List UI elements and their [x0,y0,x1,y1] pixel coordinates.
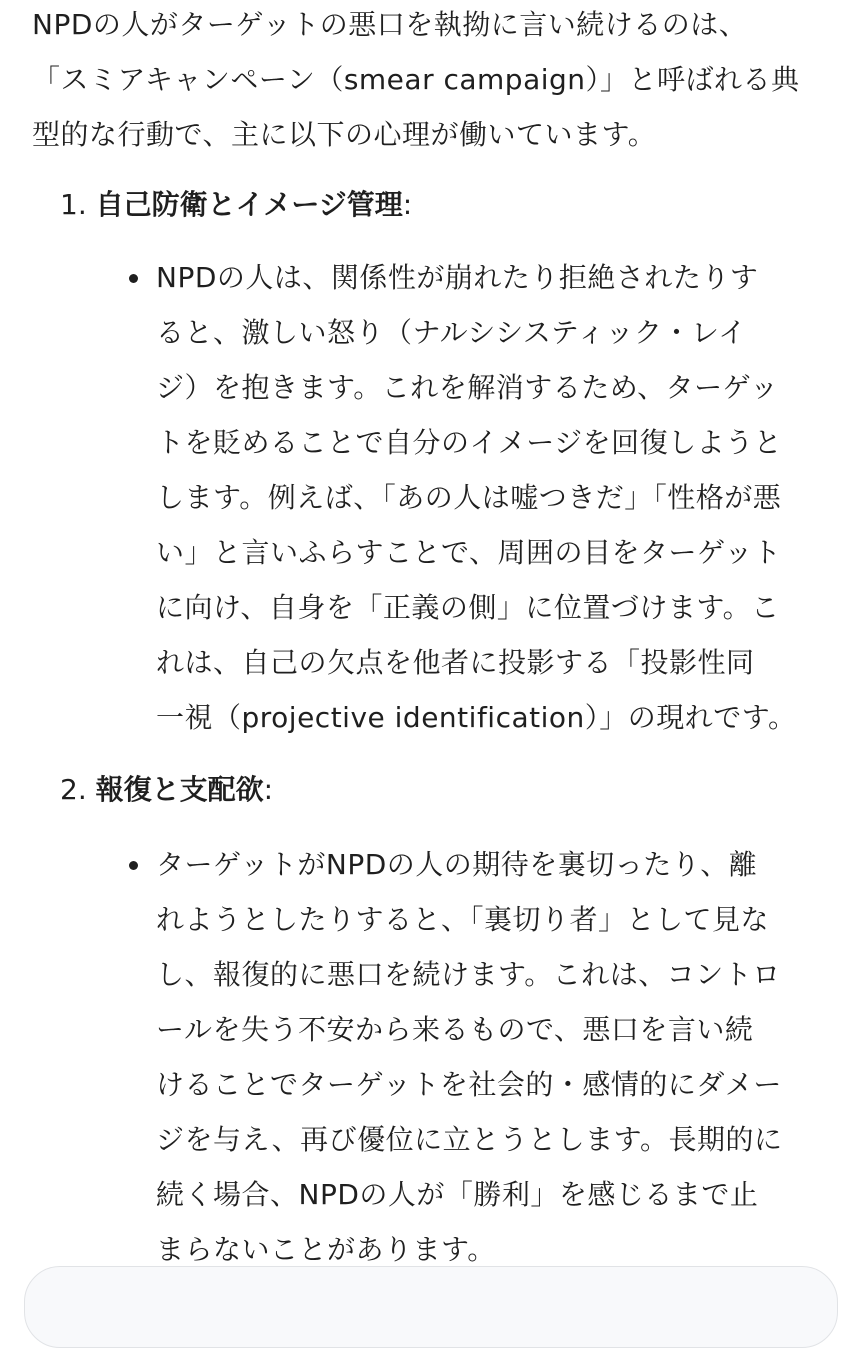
intro-paragraph [32,0,838,162]
intro-line: NPDの人がターゲットの悪口を執拗に言い続けるのは、 [32,8,748,41]
section-heading [60,762,838,817]
input-bar-edge[interactable] [24,1266,838,1348]
bullet-line: ジを与え、再び優位に立とうとします。長期的に [156,1123,783,1156]
bullet-item [156,837,838,1277]
bullet-line: ジ）を抱きます。これを解消するため、ターゲッ [156,371,779,404]
bullet-line: NPDの人は、関係性が崩れたり拒絶されたりす [156,261,759,294]
bullet-line: けることでターゲットを社会的・感情的にダメー [156,1068,782,1101]
bullet-line: まらないことがあります。 [156,1233,496,1266]
bullet-dot-icon [129,861,138,870]
intro-line: 型的な行動で、主に以下の心理が働いています。 [32,118,657,151]
bullet-line: に向け、自身を「正義の側」に位置づけます。こ [156,591,780,624]
heading-colon: : [263,773,274,806]
bullet-line: 続く場合、NPDの人が「勝利」を感じるまで止 [156,1178,759,1211]
bullet-line: ターゲットがNPDの人の期待を裏切ったり、離 [156,848,758,881]
bullet-line: し、報復的に悪口を続けます。これは、コントロ [156,958,781,991]
list-number: 2. [60,773,87,806]
bullet-line: トを貶めることで自分のイメージを回復しようと [156,426,783,459]
bullet-line: します。例えば、「あの人は嘘つきだ」「性格が悪 [156,481,782,514]
list-number: 1. [60,188,87,221]
list-item-revenge [32,762,838,817]
bullet-line: い」と言いふらすことで、周囲の目をターゲット [156,536,782,569]
bullet-line: れは、自己の欠点を他者に投影する「投影性同 [156,646,755,679]
bullet-item [156,250,838,745]
section-title: 報復と支配欲 [95,773,264,806]
heading-colon: : [402,188,413,221]
bullet-line: 一視（projective identification）」の現れです。 [156,701,797,734]
bullet-dot-icon [129,274,138,283]
bullet-line: れようとしたりすると、「裏切り者」として見な [156,903,770,936]
bullet-line: ると、激しい怒り（ナルシシスティック・レイ [156,316,747,349]
section-heading [60,177,838,232]
section-title: 自己防衛とイメージ管理 [95,188,403,221]
intro-line: 「スミアキャンペーン（smear campaign）」と呼ばれる典 [32,63,800,96]
list-item-self-defense [32,177,838,232]
bullet-line: ールを失う不安から来るもので、悪口を言い続 [156,1013,754,1046]
